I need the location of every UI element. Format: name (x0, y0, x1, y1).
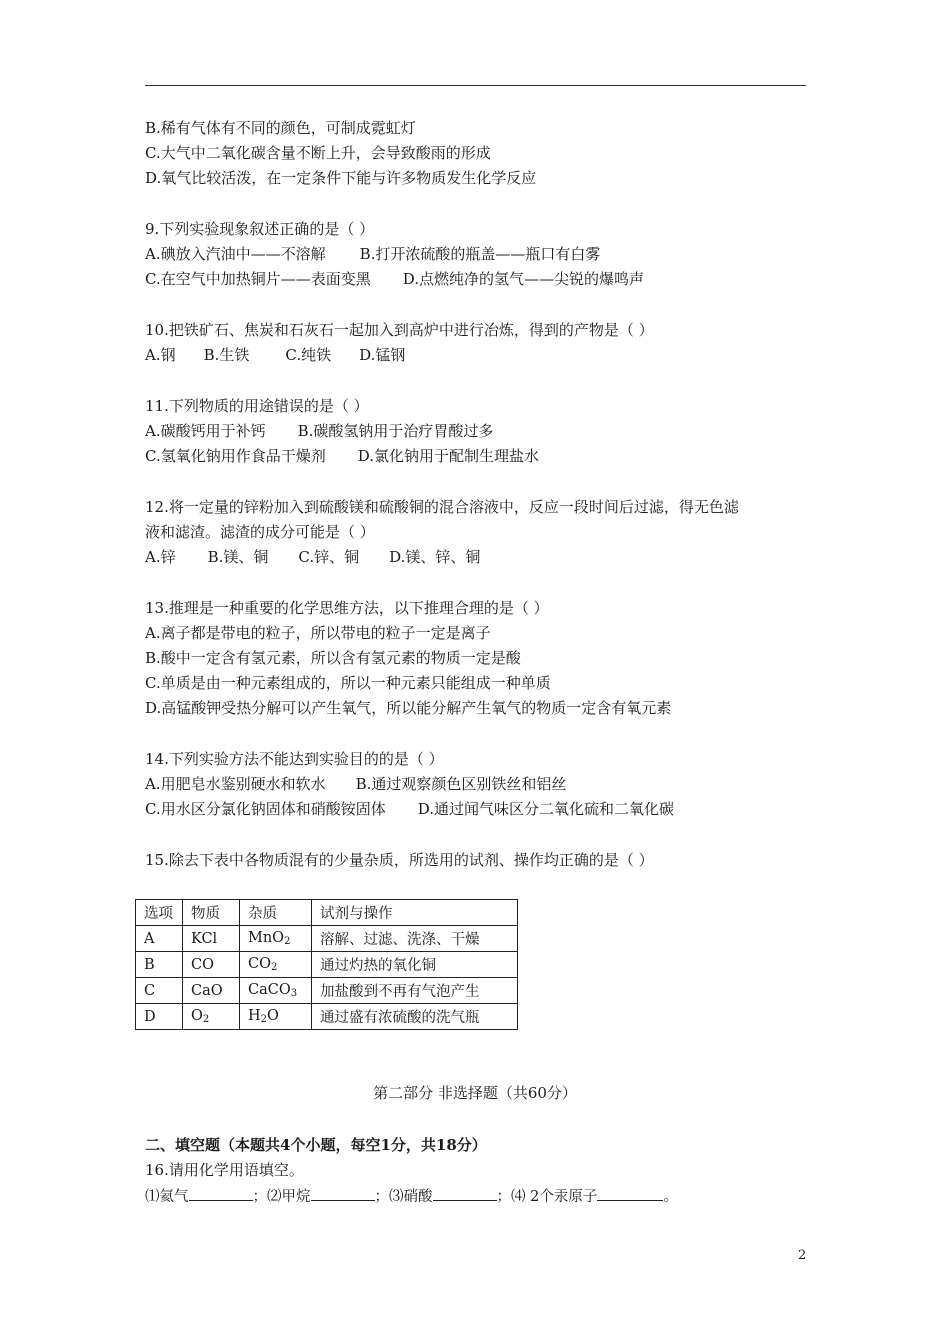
q14-stem: 14.下列实验方法不能达到实验目的的是（ ） (145, 750, 444, 768)
q13-option-b: B.酸中一定含有氢元素，所以含有氢元素的物质一定是酸 (145, 649, 521, 667)
q16-stem: 16.请用化学用语填空。 (145, 1161, 304, 1179)
q12-option-d: D.镁、锌、铜 (389, 548, 481, 566)
q15-stem: 15.除去下表中各物质混有的少量杂质，所选用的试剂、操作均正确的是（ ） (145, 851, 654, 869)
table-cell-option: B (136, 952, 183, 978)
table-cell-option: A (136, 926, 183, 952)
q16-blanks-line (145, 1185, 678, 1207)
table-row (136, 1004, 518, 1030)
q12-stem-line2: 液和滤渣。滤渣的成分可能是（ ） (145, 523, 375, 541)
table-cell-impurity: CaCO$_3$ (240, 978, 312, 1004)
q12-options (145, 547, 480, 567)
q14-options-cd (145, 799, 674, 819)
q13-stem: 13.推理是一种重要的化学思维方法，以下推理合理的是（ ） (145, 599, 549, 617)
answer-blank[interactable] (597, 1185, 663, 1201)
q10-stem: 10.把铁矿石、焦炭和石灰石一起加入到高炉中进行冶炼，得到的产物是（ ） (145, 321, 654, 339)
table-header-cell: 选项 (136, 900, 183, 926)
table-header-row (136, 900, 518, 926)
q9-option-d: D.点燃纯净的氢气——尖锐的爆鸣声 (402, 270, 644, 288)
q11-options-ab (145, 421, 493, 441)
table-cell-method: 通过灼热的氧化铜 (312, 952, 518, 978)
section2-heading: 二、填空题（本题共4个小题，每空1分，共18分） (145, 1136, 487, 1154)
table-cell-method: 溶解、过滤、洗涤、干燥 (312, 926, 518, 952)
q14-options-ab (145, 774, 566, 794)
table-cell-option: C (136, 978, 183, 1004)
table-cell-impurity: $CO_2$ (240, 952, 312, 978)
part2-title: 第二部分 非选择题（共60分） (373, 1084, 577, 1102)
table-row (136, 926, 518, 952)
q14-option-a: A.用肥皂水鉴别硬水和软水 (145, 775, 326, 793)
q10-option-d: D.锰钢 (359, 346, 406, 364)
q13-option-a: A.离子都是带电的粒子，所以带电的粒子一定是离子 (145, 624, 491, 642)
q14-option-d: D.通过闻气味区分二氧化硫和二氧化碳 (417, 800, 674, 818)
q12-option-a: A.锌 (145, 548, 176, 566)
q10-option-b: B.生铁 (203, 346, 250, 364)
table-header-cell: 试剂与操作 (312, 900, 518, 926)
table-cell-impurity: MnO$_2$ (240, 926, 312, 952)
table-cell-substance: KCl (183, 926, 240, 952)
header-rule (145, 85, 806, 86)
table-header-cell: 物质 (183, 900, 240, 926)
q8-option-c: C.大气中二氧化碳含量不断上升，会导致酸雨的形成 (145, 144, 491, 162)
q9-options-ab (145, 244, 600, 264)
q11-option-a: A.碳酸钙用于补钙 (145, 422, 266, 440)
table-cell-substance: $O_2$ (183, 1004, 240, 1030)
q11-option-d: D.氯化钠用于配制生理盐水 (357, 447, 539, 465)
table-cell-substance: CO (183, 952, 240, 978)
q13-option-d: D.高锰酸钾受热分解可以产生氧气，所以能分解产生氧气的物质一定含有氧元素 (145, 699, 672, 717)
answer-blank[interactable] (189, 1185, 253, 1201)
q11-option-c: C.氢氧化钠用作食品干燥剂 (145, 447, 326, 465)
q10-option-a: A.钢 (145, 346, 176, 364)
q9-option-b: B.打开浓硫酸的瓶盖——瓶口有白雾 (359, 245, 601, 263)
q16-item-label: 。 (663, 1189, 678, 1205)
q8-option-d: D.氧气比较活泼，在一定条件下能与许多物质发生化学反应 (145, 169, 537, 187)
page-number: 2 (798, 1248, 807, 1263)
q13-option-c: C.单质是由一种元素组成的，所以一种元素只能组成一种单质 (145, 674, 551, 692)
q15-options-table (135, 899, 518, 1030)
q8-option-b: B.稀有气体有不同的颜色，可制成霓虹灯 (145, 119, 416, 137)
q10-option-c: C.纯铁 (285, 346, 332, 364)
q9-stem: 9.下列实验现象叙述正确的是（ ） (145, 220, 375, 238)
table-header-cell: 杂质 (240, 900, 312, 926)
q16-item-label: ；⑶硝酸 (374, 1189, 433, 1205)
q9-option-a: A.碘放入汽油中——不溶解 (145, 245, 326, 263)
q9-option-c: C.在空气中加热铜片——表面变黑 (145, 270, 371, 288)
table-cell-impurity: $H_2O$ (240, 1004, 312, 1030)
table-row (136, 952, 518, 978)
q9-options-cd (145, 269, 644, 289)
q14-option-b: B.通过观察颜色区别铁丝和铝丝 (355, 775, 567, 793)
q16-item-label: ⑴氦气 (145, 1189, 189, 1205)
q14-option-c: C.用水区分氯化钠固体和硝酸铵固体 (145, 800, 386, 818)
q12-option-b: B.镁、铜 (207, 548, 269, 566)
answer-blank[interactable] (311, 1185, 375, 1201)
q12-option-c: C.锌、铜 (298, 548, 360, 566)
table-row (136, 978, 518, 1004)
q11-options-cd (145, 446, 539, 466)
table-cell-method: 通过盛有浓硫酸的洗气瓶 (312, 1004, 518, 1030)
table-cell-option: D (136, 1004, 183, 1030)
answer-blank[interactable] (433, 1185, 497, 1201)
q11-option-b: B.碳酸氢钠用于治疗胃酸过多 (297, 422, 494, 440)
table-cell-method: 加盐酸到不再有气泡产生 (312, 978, 518, 1004)
table-cell-substance: CaO (183, 978, 240, 1004)
q16-item-label: ；⑵甲烷 (252, 1189, 311, 1205)
q16-item-label: ；⑷ 2个汞原子 (496, 1189, 598, 1205)
q12-stem-line1: 12.将一定量的锌粉加入到硫酸镁和硫酸铜的混合溶液中，反应一段时间后过滤，得无色滤 (145, 498, 739, 516)
q11-stem: 11.下列物质的用途错误的是（ ） (145, 397, 369, 415)
q10-options (145, 345, 405, 365)
